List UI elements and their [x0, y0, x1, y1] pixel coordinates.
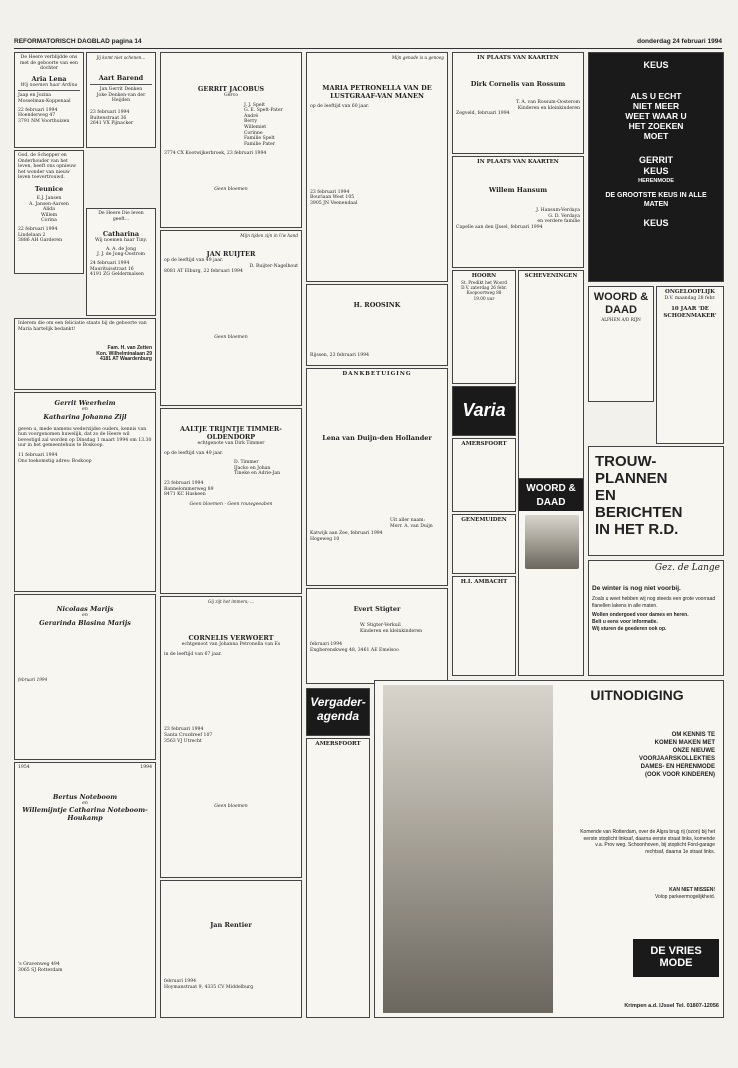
nicolaas-notice [14, 594, 156, 760]
gerrit-wedding-notice [14, 392, 156, 592]
de-lange-ad [588, 560, 724, 676]
notice-address: Hoenderweg 47 3791 NM Voorthuizen [18, 113, 70, 124]
ad-tagline: DE GROOTSTE KEUS IN ALLE MATEN [605, 192, 707, 208]
notice-date: Rijssen, 23 februari 1994 [310, 353, 370, 358]
ad-line: PLANNEN [595, 470, 668, 487]
notice-signature: T. A. van Rossum-Oosterom Kinderen en kleinkinderen [516, 100, 580, 111]
notice-signature: J. Hansum-Verdaya G. D. Verdaya en verdere familie [536, 208, 580, 225]
notice-signature: D. Timmer IJacko en Johan Tineke en Adrie-Jan [234, 460, 281, 477]
woord-daad-ad-2 [518, 478, 584, 676]
ad-name: KEUS [643, 166, 669, 176]
bertus-notice [14, 762, 156, 1018]
groom-name: Nicolaas Marijs [56, 605, 114, 613]
ongelooflijk-ad [656, 286, 724, 444]
ad-line: MOET [643, 131, 669, 141]
keus-ad [588, 52, 724, 282]
notice-title: MARIA PETRONELLA VAN DE LUSTGRAAF-VAN MANEN [322, 84, 432, 101]
ad-line: ONZE NIEUWE [672, 748, 715, 754]
aart-notice [86, 52, 156, 148]
teunice-notice [14, 150, 84, 274]
notice-signature: Uit aller naam: Merr. A. van Duijn [390, 518, 433, 529]
catharina-notice [86, 208, 156, 316]
notice-title: Jan Rentier [210, 921, 252, 929]
gerrit-jacobus-notice [160, 52, 302, 228]
ad-title: WOORD & DAAD [593, 291, 649, 316]
notice-date: 11 februari 1994 [18, 452, 58, 458]
groom-name: Bertus Noteboom [52, 792, 118, 801]
notice-parents: E.J. Jansen A. Jansen-Aarsen Alida Willem Corina [29, 195, 69, 224]
notice-intro: Mijn genade is u genoeg [391, 55, 444, 60]
notice-date: 23 februari 1994 [164, 727, 204, 733]
header-left: REFORMATORISCH DAGBLAD pagina 14 [14, 38, 142, 45]
notice-title: Dirk Cornelis van Rossum [470, 80, 566, 88]
ad-body: Volop parkeermogelijkheid. [654, 894, 715, 900]
notice-parents: Jan Gerrit Denken Joke Denken-van der Heijden [96, 87, 146, 104]
uitnodiging-ad [374, 680, 724, 1018]
notice-age: in de leeftijd van 67 jaar. [164, 651, 222, 657]
ad-sub: D.V. maandag 28 febr. [664, 296, 716, 301]
roosink-notice [306, 284, 448, 366]
notice-age: op de leeftijd van 60 jaar. [310, 104, 370, 110]
vergader-title: Vergader-agenda [310, 695, 366, 723]
notice-date: februari 1994 [18, 676, 48, 682]
notice-sub: echtgenote van Dirk Timmer [197, 441, 265, 446]
ad-line: WEET WAAR U [625, 111, 687, 121]
ad-line: (OOK VOOR KINDEREN) [644, 772, 715, 778]
and-label: en [82, 407, 88, 412]
notice-date: februari 1994 [164, 979, 197, 984]
notice-address: Maurituisstraat 16 4191 ZG Geldermalsen [90, 266, 144, 278]
church-genemuiden [452, 514, 516, 574]
notice-intro: Jij komt niet schenen... [96, 55, 146, 60]
notice-address: Lindelaan 2 3886 AH Garderen [18, 232, 63, 244]
notice-intro: De Heere Die leven geeft... [98, 211, 144, 222]
notice-sub: Wij noemen haar Tiny. [95, 238, 147, 244]
notice-date: 23 februari 1994 [90, 109, 130, 115]
cornelis-notice [160, 596, 302, 878]
notice-address: Kon. Wilhelminalaan 29 4181 AT Waardenburg [96, 350, 152, 363]
aaltje-notice [160, 408, 302, 594]
ad-headline: De winter is nog niet voorbij. [592, 585, 681, 592]
jan-ruijter-notice [160, 230, 302, 406]
ad-line: ALS U ECHT [630, 91, 682, 101]
ad-line: HET ZOEKEN [628, 121, 684, 131]
notice-sub: echtgenoot van Johanna Petronella van Es [181, 642, 281, 648]
church-title: GENEMUIDEN [461, 517, 507, 523]
ad-name: GERRIT [638, 155, 673, 165]
ad-brand: KEUS [643, 218, 669, 228]
notice-label: DANKBETUIGING [342, 371, 412, 377]
church-title: HOORN [471, 273, 497, 279]
notice-address: 8081 AT Elburg, 22 februari 1994 [164, 269, 243, 275]
notice-label: IN PLAATS VAN KAARTEN [477, 55, 559, 61]
notice-sub: Gerco [224, 93, 238, 98]
notice-address: Capelle aan den IJssel, februari 1994 [456, 224, 543, 230]
groom-name: Gerrit Weerheim [54, 399, 116, 407]
notice-address: Katwijk aan Zee, februari 1994 Hogeweg 10 [310, 531, 383, 542]
vergader-agenda-list: AMERSFOORT [306, 738, 370, 1018]
notice-address: Santa Crozdreef 107 3563 VJ Utrecht [164, 732, 213, 744]
notice-footer: Geen bloemen [214, 186, 248, 192]
notice-body: geven u, mede namens wederzijdse ouders, kennis van hun voorgenomen huwelijk, dat zo de Heere wil bevestigd zal worden op Dinsdag 1 maart 1994 om 13.30 uur in het gemeentehuis te Boskoop. [18, 426, 152, 449]
ad-sub: ALPHEN A/D RIJN [601, 317, 641, 322]
notice-address: Zegveld, februari 1994 [456, 111, 510, 117]
notice-date: 23 februari 1994 [310, 189, 350, 195]
ad-body: KAN NIET MISSEN! [669, 887, 715, 893]
woord-daad-ad [588, 286, 654, 402]
notice-address: Bouriaan West 105 3905 JN Veenendaal [310, 195, 358, 206]
ad-line: OM KENNIS TE [671, 732, 715, 738]
notice-address: Engherenskweg 48, 3461 AE Emelsoo [310, 647, 399, 653]
notice-address: 3774 CX Kootwijkerbroek, 23 februari 1994 [164, 151, 267, 157]
bride-name: Gerarinda Blasina Marijs [39, 618, 131, 627]
notice-intro: God, de Schepper en Onderhouder van het leven, heeft ons opnieuw het wonder van nieuw leven toevertrouwd. [18, 153, 77, 181]
notice-age: op de leeftijd van 49 jaar. [164, 450, 224, 456]
notice-date: 24 februari 1994 [90, 260, 130, 266]
maria-notice [306, 52, 448, 282]
plaats-kaarten-2 [452, 156, 584, 268]
notice-names: J. J. Spelt G. E. Spelt-Pater André Berry Willemiet Corinne Familie Spelt Familie Pater [244, 102, 283, 147]
ad-line: VOORJAARSKOLLEKTIES [638, 756, 715, 762]
ad-title: ONGELOOFLIJK [665, 289, 715, 295]
notice-address: 's Gravenweg 494 3065 SJ Rotterdam [18, 962, 63, 973]
notice-sub: op de leeftijd van 49 jaar. [164, 258, 224, 264]
ad-brand: DE VRIES MODE [633, 939, 719, 977]
ad-body: Wij sturen de goederen ook op. [592, 626, 667, 632]
notice-address: Buitenstraat 36 2641 VX Pijnacker [90, 115, 134, 127]
notice-name: Catharina [102, 230, 140, 239]
notice-title: Willem Hansum [488, 186, 548, 194]
notice-verse: Gij zijt het immers; ... [207, 599, 254, 604]
ad-footer: Krimpen a.d. IJssel Tel. 01807-12056 [624, 1003, 719, 1009]
notice-date: 22 februari 1994 [18, 226, 58, 232]
header-right: donderdag 24 februari 1994 [637, 38, 722, 45]
church-title: H.I. AMBACHT [460, 579, 508, 585]
ad-title: UITNODIGING [590, 687, 684, 703]
ad-line: KOMEN MAKEN MET [654, 740, 715, 746]
ad-title: WOORD & DAAD [526, 483, 576, 508]
church-amersfoort [452, 438, 516, 512]
ad-brand: Gez. de Lange [654, 563, 720, 573]
notice-parents: Jaap en Jozina Mosselman-Koppenaal [18, 93, 71, 104]
ad-line: EN [595, 487, 616, 504]
notice-signature: W. Stigter-Verkuil Kinderen en kleinkinderen [360, 623, 423, 634]
notice-intro: De Heere verblijdde ons met de geboorte van een dochter [19, 55, 78, 72]
notice-title: GERRIT JACOBUS [197, 85, 265, 93]
ad-line: NIET MEER [632, 101, 680, 111]
notice-title: H. ROOSINK [353, 301, 401, 309]
ad-headline: 10 JAAR 'DE SCHOENMAKER' [663, 305, 717, 319]
varia-header [452, 386, 516, 436]
notice-sub: Wij noemen haar Ardina [20, 82, 78, 88]
ad-brand: KEUS [643, 60, 669, 70]
ad-line: BERICHTEN [595, 504, 683, 521]
and-label: en [82, 613, 88, 618]
notice-title: Lena van Duijn-den Hollander [322, 434, 432, 442]
notice-name: Aria Lena [31, 74, 67, 83]
notice-title: JAN RUIJTER [206, 250, 256, 259]
and-label: en [82, 800, 88, 806]
rentier-notice [160, 880, 302, 1018]
notice-footer: Geen bloemen [214, 804, 248, 810]
model-photo [383, 685, 553, 1013]
notice-text: Inlerem die om een feliciatie staats bij de geboorte van Maria hartelijk bedankt! [18, 321, 147, 332]
notice-address: Bannelommerweg 89 8471 KC Haskeen [164, 486, 214, 498]
notice-name: Fam. H. van Zetten [107, 345, 152, 352]
notice-intro: Mijn tijden zijn in Uw hand [240, 233, 298, 238]
ad-sub: HERENMODE [638, 178, 674, 184]
notice-date: 23 februari 1994 [164, 480, 204, 486]
ad-body: Wollen ondergoed voor dames en heren. [592, 612, 689, 618]
notice-name: Teunice [34, 184, 64, 193]
aria-notice [14, 52, 84, 148]
trouwplannen-ad [588, 446, 724, 556]
vergader-agenda-header [306, 688, 370, 736]
varia-label: Varia [462, 400, 506, 420]
dankbetuiging-notice [306, 368, 448, 586]
notice-title: AALTJE TRIJNTJE TIMMER-OLDENDORP [179, 425, 282, 441]
church-title: AMERSFOORT [461, 441, 507, 447]
church-text: St. Predikt het Woord D.V. zaterdag 26 febr. Koopoortweg 88 19.00 uur [460, 280, 507, 301]
notice-signature: D. Ruijter-Nagelhout [249, 263, 298, 269]
ad-line: DAMES- EN HERENMODE [640, 764, 715, 770]
ad-line: TROUW- [595, 453, 657, 470]
church-ijmuiden [452, 576, 516, 676]
child-photo [525, 515, 579, 569]
page-header [14, 38, 722, 49]
zetten-notice [14, 318, 156, 390]
evert-notice [306, 588, 448, 684]
notice-footer: Geen bloemen - Geen rouwgeeaben [189, 501, 273, 507]
church-title: SCHEVENINGEN [524, 273, 578, 279]
year-end: 1994 [140, 765, 152, 770]
notice-footer: Geen bloemen [214, 334, 248, 340]
notice-label: IN PLAATS VAN KAARTEN [477, 159, 559, 165]
notice-address: Hoymanstraat 9, 4335 CV Middelburg [164, 984, 254, 990]
ad-body: Komende van Rotterdam, over de Algra brug rij (ozon) bij het eerste stoplicht linksaf, daarna eerste straat links, komende v.a. Prov weg. Schoonhoven, bij stoplicht Ford-garage rechtsaf, daarna 1e straat links. [580, 829, 715, 855]
church-hoorn [452, 270, 516, 384]
plaats-kaarten-1 [452, 52, 584, 154]
notice-name: Aart Barend [98, 74, 144, 83]
notice-title: CORNELIS VERWOERT [188, 634, 274, 643]
ad-body: Zoals u weet hebben wij nog steeds een grote voorraad flanellen lakens in alle maten. [592, 596, 716, 609]
notice-address: Ons toekomstig adres: Boskoop [18, 458, 92, 464]
ad-line: IN HET R.D. [595, 521, 679, 538]
notice-title: Evert Stigter [353, 605, 401, 613]
notice-date: februari 1994 [310, 642, 343, 648]
notice-parents: A. A. de Jong J. J. de Jong-Oostrom [96, 246, 146, 258]
year-start: 1954 [18, 765, 30, 770]
ad-body: Belt u eens voor informatie. [592, 619, 658, 625]
bride-name: Katharina Johanna Zijl [43, 412, 127, 421]
notice-date: 22 februari 1994 [18, 107, 58, 113]
bride-name: Willemijntje Catharina Noteboom-Houkamp [22, 806, 148, 823]
